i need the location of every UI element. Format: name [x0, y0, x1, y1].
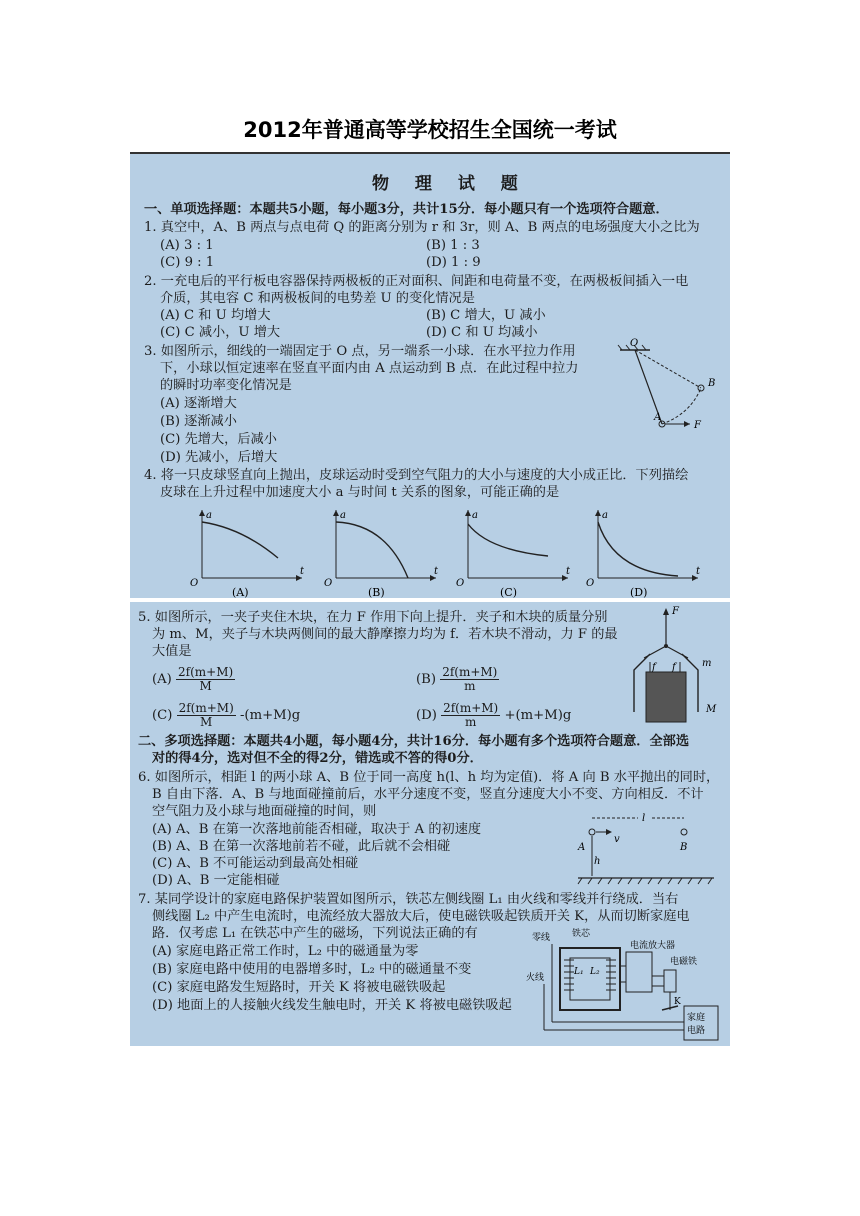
q6-option-a: (A) A、B 在第一次落地前能否相碰，取决于 A 的初速度: [152, 822, 482, 837]
q2-option-a: (A) C 和 U 均增大: [160, 308, 271, 323]
label-switch-k: K: [674, 997, 681, 1007]
q6-stem-line-2: B 自由下落．A、B 与地面碰撞前后，水平分速度不变，竖直分速度大小不变、方向相反．不计: [152, 787, 704, 802]
graph-a: [182, 506, 312, 598]
graph-a-origin: O: [190, 578, 199, 589]
graph-b-origin: O: [324, 578, 333, 589]
graph-c-label: (C): [500, 586, 517, 598]
q5-option-d: [416, 702, 571, 729]
q5-option-a-fraction: [176, 666, 235, 693]
label-home-2: 电路: [687, 1026, 706, 1036]
graph-d-origin: O: [586, 578, 595, 589]
label-v: v: [614, 834, 620, 845]
q6-option-b: (B) A、B 在第一次落地前若不碰，此后就不会相碰: [152, 839, 451, 854]
q7-stem-line-3: 路．仅考虑 L₁ 在铁芯中产生的磁场，下列说法正确的有: [152, 926, 478, 941]
graph-c-x-label: t: [566, 566, 571, 577]
label-m: m: [702, 658, 712, 669]
graph-d-label: (D): [630, 586, 648, 598]
q1-stem: 1. 真空中，A、B 两点与点电荷 Q 的距离分别为 r 和 3r，则 A、B 两点的电场强度大小之比为: [144, 220, 700, 235]
q2-option-c: (C) C 减小，U 增大: [160, 325, 281, 340]
q4-stem-line-1: 4. 将一只皮球竖直向上抛出，皮球运动时受到空气阻力的大小与速度的大小成正比．下列描绘: [144, 468, 689, 483]
label-o: O: [630, 338, 639, 349]
document-title: 2012年普通高等学校招生全国统一考试: [243, 118, 617, 142]
graph-c-origin: O: [456, 578, 465, 589]
section-1-heading: 一、单项选择题：本题共5小题，每小题3分，共计15分．每小题只有一个选项符合题意．: [144, 202, 669, 217]
graph-a-y-label: a: [206, 510, 212, 521]
label-b: B: [708, 378, 716, 389]
q6-option-d: (D) A、B 一定能相碰: [152, 873, 280, 888]
label-f: F: [694, 420, 701, 431]
q2-option-d: (D) C 和 U 均减小: [426, 325, 538, 340]
q3-stem-line-1: 3. 如图所示，细线的一端固定于 O 点，另一端系一小球．在水平拉力作用: [144, 344, 576, 359]
graph-c: [448, 506, 578, 598]
label-f-right: f: [672, 662, 676, 673]
label-home-1: 家庭: [687, 1013, 706, 1023]
clamp-block-diagram: [622, 604, 722, 728]
q5-option-c-label: (C): [152, 708, 173, 723]
label-a: A: [654, 412, 662, 423]
label-F: F: [672, 606, 679, 617]
q4-stem-line-2: 皮球在上升过程中加速度大小 a 与时间 t 关系的图象，可能正确的是: [160, 485, 560, 500]
q3-option-c: (C) 先增大，后减小: [160, 432, 277, 447]
graph-b-y-label: a: [340, 510, 346, 521]
q5-option-c-fraction: [177, 702, 236, 729]
q1-option-a: (A) 3 : 1: [160, 238, 214, 253]
q3-stem-line-3: 的瞬时功率变化情况是: [160, 378, 292, 393]
graph-a-x-label: t: [300, 566, 305, 577]
q5-c-numerator: 2f(m+M): [178, 701, 234, 715]
graph-b: [316, 506, 446, 598]
q5-d-numerator: 2f(m+M): [443, 701, 499, 715]
q5-d-denominator: m: [464, 715, 477, 729]
q7-option-b: (B) 家庭电路中使用的电器增多时，L₂ 中的磁通量不变: [152, 962, 472, 977]
label-neutral-wire: 零线: [532, 933, 551, 943]
label-f-left: f: [652, 662, 656, 673]
label-B: B: [680, 842, 688, 853]
q5-c-denominator: M: [200, 715, 213, 729]
q5-b-numerator: 2f(m+M): [442, 665, 498, 679]
label-amplifier: 电流放大器: [630, 941, 676, 951]
q5-option-d-fraction: [441, 702, 500, 729]
graph-d-x-label: t: [696, 566, 701, 577]
label-l2: L₂: [590, 967, 600, 977]
pendulum-diagram: [610, 338, 720, 438]
q5-option-c: [152, 702, 300, 729]
q5-a-denominator: M: [199, 679, 212, 693]
q5-c-tail: -(m+M)g: [239, 708, 301, 723]
q1-option-d: (D) 1 : 9: [426, 255, 481, 270]
q1-option-b: (B) 1 : 3: [426, 238, 480, 253]
q2-option-b: (B) C 增大，U 减小: [426, 308, 546, 323]
q6-option-c: (C) A、B 不可能运动到最高处相碰: [152, 856, 359, 871]
label-l1: L₁: [574, 967, 584, 977]
label-h: h: [594, 856, 601, 867]
q7-option-c: (C) 家庭电路发生短路时，开关 K 将被电磁铁吸起: [152, 980, 446, 995]
graph-d-y-label: a: [602, 510, 608, 521]
q7-option-d: (D) 地面上的人接触火线发生触电时，开关 K 将被电磁铁吸起: [152, 998, 512, 1013]
q5-stem-line-1: 5. 如图所示，一夹子夹住木块，在力 F 作用下向上提升．夹子和木块的质量分别: [138, 610, 608, 625]
q3-option-d: (D) 先减小，后增大: [160, 450, 278, 465]
q5-option-b-label: (B): [416, 672, 436, 687]
two-balls-diagram: [576, 808, 716, 886]
q5-option-b-fraction: [440, 666, 499, 693]
label-M: M: [706, 704, 717, 715]
q6-stem-line-3: 空气阻力及小球与地面碰撞的时间，则: [152, 804, 377, 819]
q2-stem-line-2: 介质，其电容 C 和两极板间的电势差 U 的变化情况是: [160, 291, 475, 306]
section-2-heading-line-2: 对的得4分，选对但不全的得2分，错选或不答的得0分．: [152, 751, 483, 766]
graph-b-x-label: t: [434, 566, 439, 577]
q6-stem-line-1: 6. 如图所示，相距 l 的两小球 A、B 位于同一高度 h(l、h 均为定值)．将 A 向 B 水平抛出的同时，: [138, 770, 720, 785]
q5-option-a: [152, 666, 235, 693]
graph-b-label: (B): [368, 586, 385, 598]
q5-b-denominator: m: [464, 679, 476, 693]
q5-a-numerator: 2f(m+M): [178, 665, 234, 679]
q3-option-b: (B) 逐渐减小: [160, 414, 237, 429]
subject-header: 物 理 试 题: [372, 174, 528, 194]
q5-stem-line-3: 大值是: [152, 644, 192, 659]
exam-scan-page-2: [130, 602, 730, 1046]
q5-option-d-label: (D): [416, 708, 437, 723]
q5-stem-line-2: 为 m、M，夹子与木块两侧间的最大静摩擦力均为 f．若木块不滑动，力 F 的最: [152, 627, 618, 642]
graph-d: [578, 506, 708, 598]
section-2-heading-line-1: 二、多项选择题：本题共4小题，每小题4分，共计16分．每小题有多个选项符合题意．全部选: [138, 734, 690, 749]
q3-option-a: (A) 逐渐增大: [160, 396, 237, 411]
label-live-wire: 火线: [526, 973, 545, 983]
q3-stem-line-2: 下，小球以恒定速率在竖直平面内由 A 点运动到 B 点．在此过程中拉力: [160, 361, 579, 376]
label-l: l: [642, 813, 646, 824]
q5-option-a-label: (A): [152, 672, 172, 687]
q7-stem-line-1: 7. 某同学设计的家庭电路保护装置如图所示，铁芯左侧线圈 L₁ 由火线和零线并行绕成．当右: [138, 892, 679, 907]
q1-option-c: (C) 9 : 1: [160, 255, 215, 270]
label-electromagnet: 电磁铁: [670, 957, 698, 967]
circuit-protection-diagram: [524, 926, 720, 1042]
graph-a-label: (A): [232, 586, 249, 598]
graph-c-y-label: a: [472, 510, 478, 521]
q7-stem-line-2: 侧线圈 L₂ 中产生电流时，电流经放大器放大后，使电磁铁吸起铁质开关 K，从而切断家庭电: [152, 909, 690, 924]
q7-option-a: (A) 家庭电路正常工作时，L₂ 中的磁通量为零: [152, 944, 419, 959]
label-A: A: [578, 842, 586, 853]
label-iron-core: 铁芯: [572, 929, 591, 939]
exam-scan-page-1: [130, 152, 730, 598]
q5-option-b: [416, 666, 499, 693]
q5-d-tail: +(m+M)g: [504, 708, 572, 723]
q2-stem-line-1: 2. 一充电后的平行板电容器保持两极板的正对面积、间距和电荷量不变，在两极板间插入一电: [144, 274, 689, 289]
